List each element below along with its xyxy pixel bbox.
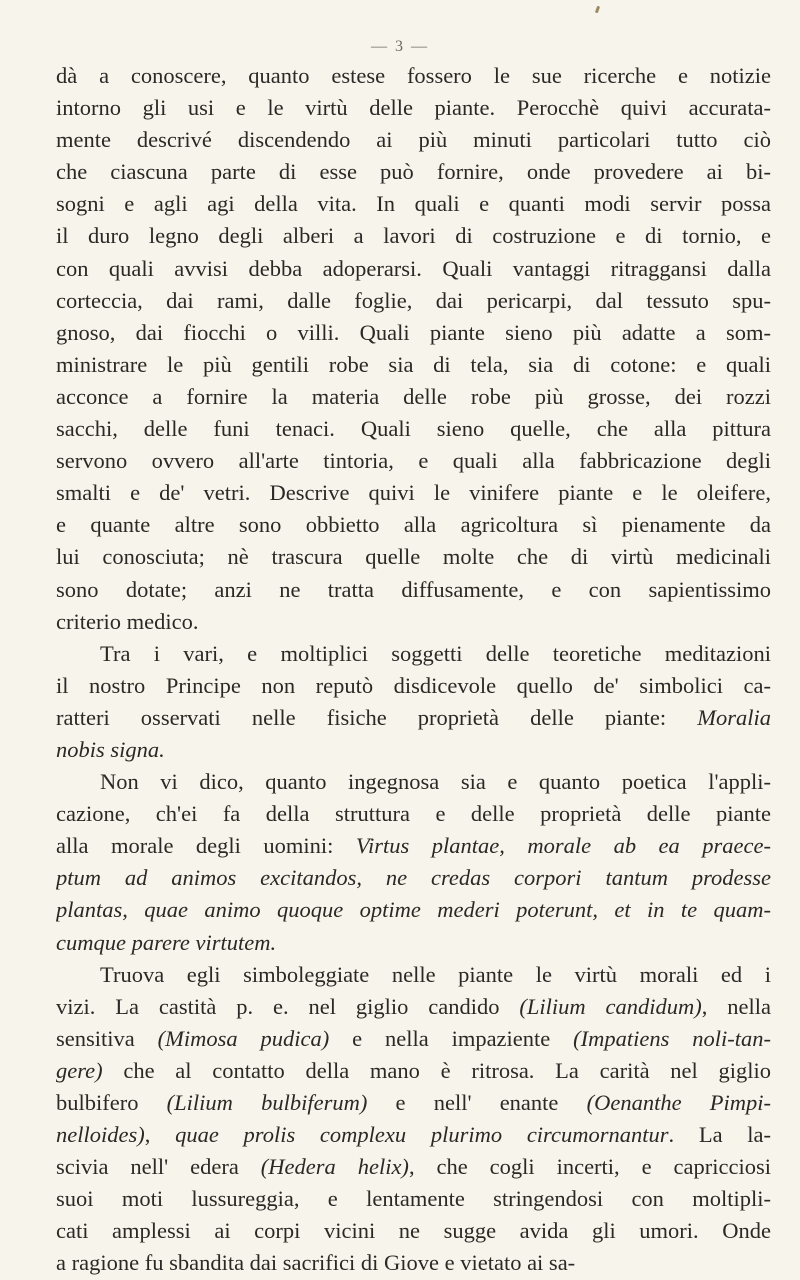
text-run: sogni e agli agi della vita. In quali e quanti modi servir possa bbox=[56, 191, 771, 217]
text-line bbox=[56, 509, 771, 541]
text-run: scivia nell' edera bbox=[56, 1154, 261, 1180]
text-line bbox=[56, 1087, 771, 1119]
italic-text: nelloides) bbox=[56, 1122, 145, 1148]
text-line bbox=[56, 766, 771, 798]
text-run: , bbox=[144, 1122, 176, 1148]
text-run: gnoso, dai fiocchi o villi. Quali piante sieno più adatte a som- bbox=[56, 319, 771, 345]
italic-text: (Hedera helix) bbox=[260, 1154, 409, 1180]
italic-text: (Lilium candidum) bbox=[519, 993, 702, 1019]
text-line bbox=[56, 381, 771, 413]
text-run: mente descrivé discendendo ai più minuti particolari tutto ciò bbox=[56, 127, 771, 153]
text-run: che ciascuna parte di esse può fornire, onde provedere ai bi- bbox=[56, 159, 771, 185]
text-run: che al contatto della mano è ritrosa. La carità nel giglio bbox=[102, 1057, 771, 1083]
text-run: il nostro Principe non reputò disdicevole quello de' simbolici ca- bbox=[56, 672, 771, 698]
italic-text: (Oenanthe Pimpi- bbox=[586, 1090, 771, 1115]
text-run: e nell' enante bbox=[367, 1090, 587, 1115]
text-run: intorno gli usi e le virtù delle piante. Perocchè quivi accurata- bbox=[56, 95, 771, 121]
text-run: criterio medico. bbox=[56, 608, 199, 634]
italic-text: (Lilium bulbiferum) bbox=[166, 1090, 368, 1115]
text-run: sensitiva bbox=[56, 1025, 158, 1051]
text-line bbox=[56, 253, 771, 285]
text-line bbox=[56, 702, 771, 734]
text-line bbox=[56, 574, 771, 606]
text-line bbox=[56, 1023, 771, 1055]
text-line bbox=[56, 541, 771, 573]
text-line bbox=[56, 927, 771, 959]
text-line bbox=[56, 156, 771, 188]
text-run: corteccia, dai rami, dalle foglie, dai pericarpi, dal tessuto spu- bbox=[56, 287, 771, 313]
text-line bbox=[56, 477, 771, 509]
text-line bbox=[56, 1055, 771, 1087]
text-line bbox=[56, 670, 771, 702]
italic-text: cumque parere virtutem. bbox=[56, 929, 277, 955]
text-run: ministrare le più gentili robe sia di tela, sia di cotone: e quali bbox=[56, 351, 771, 377]
text-run: e nella impaziente bbox=[329, 1025, 574, 1051]
text-run: ratteri osservati nelle fisiche proprietà delle piante: bbox=[56, 704, 698, 730]
text-line bbox=[56, 1119, 771, 1151]
text-line bbox=[56, 862, 771, 894]
text-run: lui conosciuta; nè trascura quelle molte che di virtù medicinali bbox=[56, 544, 771, 570]
text-run: vizi. La castità p. e. nel giglio candido bbox=[56, 993, 520, 1019]
text-line bbox=[56, 349, 771, 381]
page-number: — 3 — bbox=[371, 38, 429, 55]
text-line bbox=[56, 188, 771, 220]
text-run: il duro legno degli alberi a lavori di costruzione e di tornio, e bbox=[56, 223, 771, 249]
text-run: sono dotate; anzi ne tratta diffusamente, e con sapientissimo bbox=[56, 576, 771, 602]
text-line bbox=[56, 317, 771, 349]
text-run: dà a conoscere, quanto estese fossero le sue ricerche e notizie bbox=[56, 63, 771, 88]
text-run: cazione, ch'ei fa della struttura e delle proprietà delle piante bbox=[56, 801, 771, 827]
text-run: bulbifero bbox=[56, 1090, 167, 1115]
text-run: Tra i vari, e moltiplici soggetti delle teoretiche meditazioni bbox=[100, 640, 771, 666]
italic-text: ptum ad animos excitandos, ne credas corpori tantum prodesse bbox=[56, 865, 771, 891]
text-run: a ragione fu sbandita dai sacrifici di Giove e vietato ai sa- bbox=[56, 1250, 576, 1276]
text-line bbox=[56, 1183, 771, 1215]
text-run: suoi moti lussureggia, e lentamente stringendosi con moltipli- bbox=[56, 1186, 771, 1212]
text-run: alla morale degli uomini: bbox=[56, 833, 356, 859]
italic-text: Virtus plantae, morale ab ea praece- bbox=[355, 833, 771, 859]
ink-speck bbox=[595, 6, 600, 14]
italic-text: (Impatiens noli-tan- bbox=[573, 1025, 771, 1051]
text-line bbox=[56, 285, 771, 317]
text-line bbox=[56, 413, 771, 445]
text-run: Truova egli simboleggiate nelle piante le virtù morali ed i bbox=[100, 961, 771, 987]
italic-text: nobis signa. bbox=[56, 736, 165, 762]
text-run: acconce a fornire la materia delle robe più grosse, dei rozzi bbox=[56, 383, 771, 409]
italic-text: quae prolis complexu plurimo circumornantur bbox=[175, 1122, 669, 1148]
italic-text: Moralia bbox=[697, 704, 771, 730]
text-run: cati amplessi ai corpi vicini ne sugge avida gli umori. Onde bbox=[56, 1218, 771, 1244]
text-run: e quante altre sono obbietto alla agricoltura sì pienamente da bbox=[56, 512, 771, 538]
text-line bbox=[56, 734, 771, 766]
body-text bbox=[56, 60, 771, 1280]
italic-text: plantas, quae animo quoque optime mederi poterunt, et in te quam- bbox=[56, 897, 771, 923]
text-run: servono ovvero all'arte tintoria, e quali alla fabbricazione degli bbox=[56, 448, 771, 474]
text-line bbox=[56, 124, 771, 156]
text-line bbox=[56, 60, 771, 92]
text-line bbox=[56, 991, 771, 1023]
text-line bbox=[56, 798, 771, 830]
text-line bbox=[56, 1215, 771, 1247]
text-run: , nella bbox=[701, 993, 771, 1019]
text-line bbox=[56, 92, 771, 124]
text-line bbox=[56, 1247, 771, 1279]
text-run: con quali avvisi debba adoperarsi. Quali vantaggi ritraggansi dalla bbox=[56, 255, 771, 281]
text-line bbox=[56, 1151, 771, 1183]
text-run: . La la- bbox=[668, 1122, 771, 1148]
text-run: Non vi dico, quanto ingegnosa sia e quanto poetica l'appli- bbox=[100, 769, 771, 795]
text-line bbox=[56, 830, 771, 862]
text-run: smalti e de' vetri. Descrive quivi le vinifere piante e le oleifere, bbox=[56, 480, 771, 506]
italic-text: (Mimosa pudica) bbox=[157, 1025, 330, 1051]
italic-text: gere) bbox=[56, 1057, 103, 1083]
text-run: , che cogli incerti, e capricciosi bbox=[408, 1154, 771, 1180]
text-line bbox=[56, 606, 771, 638]
text-run: sacchi, delle funi tenaci. Quali sieno quelle, che alla pittura bbox=[56, 416, 771, 442]
text-line bbox=[56, 445, 771, 477]
text-line bbox=[56, 220, 771, 252]
text-line bbox=[56, 894, 771, 926]
text-line bbox=[56, 959, 771, 991]
text-line bbox=[56, 638, 771, 670]
